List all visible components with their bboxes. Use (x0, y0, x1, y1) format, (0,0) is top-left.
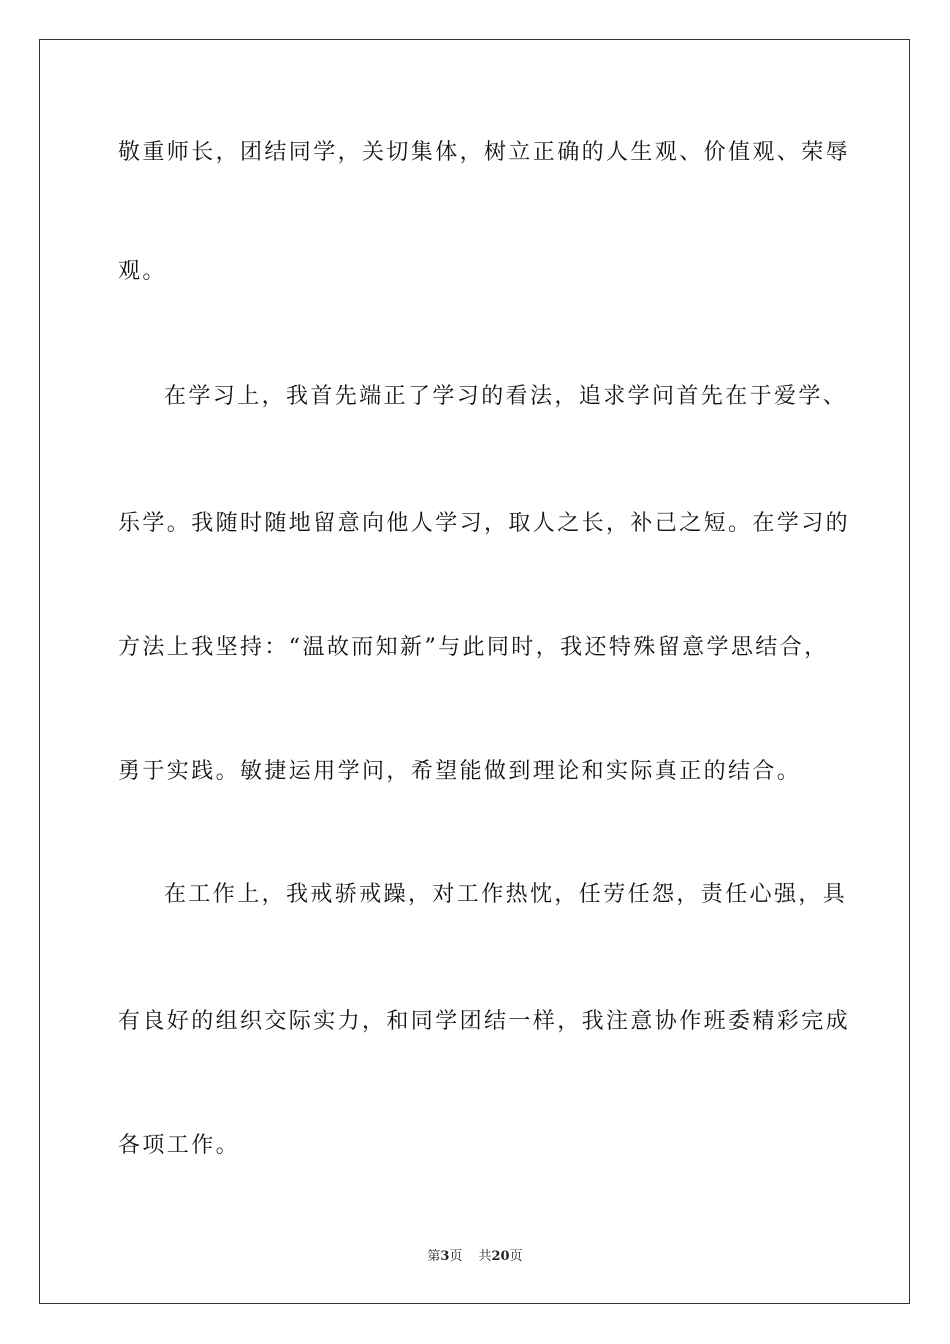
page-prefix: 第 (427, 1249, 441, 1264)
total-pages: 20 (491, 1249, 510, 1264)
text-line: 乐学。我随时随地留意向他人学习，取人之长，补己之短。在学习的 (118, 511, 851, 536)
page-frame (39, 39, 910, 1304)
page-suffix: 页 (449, 1249, 463, 1264)
total-prefix: 共 (478, 1249, 492, 1264)
page-footer (0, 1248, 950, 1266)
text-line: 方法上我坚持：“温故而知新”与此同时，我还特殊留意学思结合， (118, 635, 829, 660)
text-line: 敬重师长，团结同学，关切集体，树立正确的人生观、价值观、荣辱 (118, 140, 851, 165)
text-line: 勇于实践。敏捷运用学问，希望能做到理论和实际真正的结合。 (118, 759, 802, 784)
paragraph-start-line: 在工作上，我戒骄戒躁，对工作热忱，任劳任怨，责任心强，具 (164, 882, 848, 907)
paragraph-start-line: 在学习上，我首先端正了学习的看法，追求学问首先在于爱学、 (164, 384, 848, 409)
text-line: 各项工作。 (118, 1133, 241, 1158)
text-line: 有良好的组织交际实力，和同学团结一样，我注意协作班委精彩完成 (118, 1009, 851, 1034)
text-line: 观。 (118, 259, 167, 284)
page-number: 3 (440, 1249, 450, 1264)
total-suffix: 页 (509, 1249, 523, 1264)
